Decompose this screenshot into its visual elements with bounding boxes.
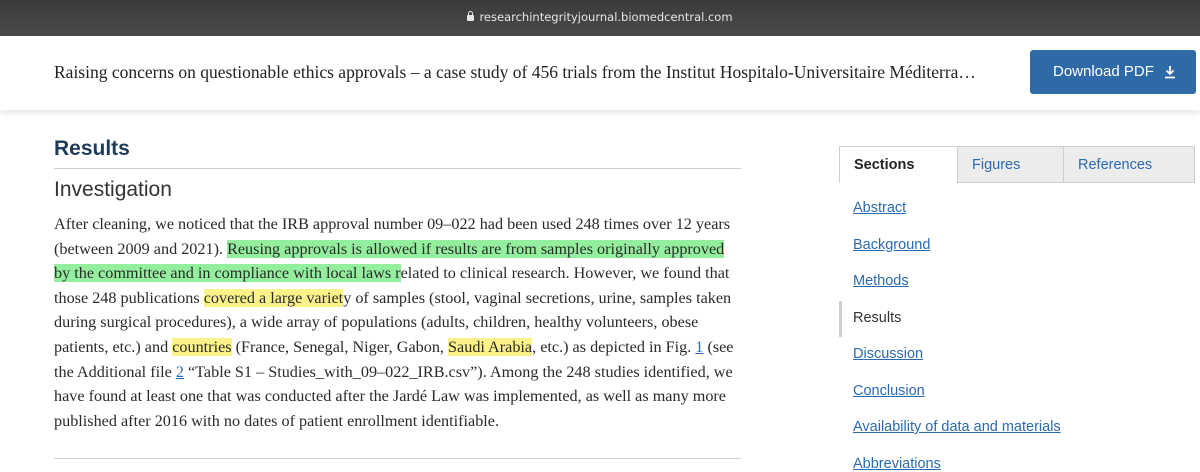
yellow-highlight: covered a large variet <box>203 288 344 307</box>
current-section-indicator <box>839 301 842 337</box>
nav-abstract[interactable]: Abstract <box>853 200 907 216</box>
url-text: researchintegrityjournal.biomedcentral.com <box>479 10 733 24</box>
download-pdf-button[interactable] <box>1030 50 1196 94</box>
article-header-bar <box>0 36 1200 110</box>
additional-file-link[interactable]: 2 <box>175 362 184 381</box>
subsection-heading: Investigation <box>54 178 172 201</box>
nav-discussion[interactable]: Discussion <box>853 346 924 362</box>
section-divider <box>54 168 741 169</box>
yellow-highlight: countries <box>172 337 232 356</box>
results-paragraph <box>54 212 744 433</box>
text-segment: , etc.) as depicted in Fig. <box>532 337 696 356</box>
text-segment: After cleaning, we noticed that the IRB approval number 09–022 had been used 248 times over 12 years (between 2009 and 2021). <box>54 215 731 258</box>
section-heading: Results <box>54 137 130 160</box>
text-segment: (see the Additional file <box>54 337 734 381</box>
nav-conclusion[interactable]: Conclusion <box>853 382 925 399</box>
tab-figures[interactable]: Figures <box>958 147 1064 183</box>
nav-results[interactable]: Results <box>853 309 902 326</box>
text-segment: “Table S1 – Studies_with_09–022_IRB.csv”). Among the 248 studies identified, we have found at least one that was conducted after the Jardé Law was implemented, as well as many more published after 2016 with no dates of patient enrollment identifiable. <box>54 362 733 430</box>
browser-address-bar[interactable] <box>0 0 1200 36</box>
download-icon <box>1164 65 1176 79</box>
yellow-highlight: Saudi Arabia <box>448 337 533 356</box>
nav-background[interactable]: Background <box>853 236 931 253</box>
text-segment: (France, Senegal, Niger, Gabon, <box>231 337 449 356</box>
tab-references[interactable]: References <box>1078 157 1153 173</box>
nav-abbreviations[interactable]: Abbreviations <box>853 455 941 472</box>
tab-sections[interactable]: Sections <box>840 147 958 184</box>
text-segment: elated to clinical research. However, we found that those 248 publications <box>54 264 730 307</box>
lock-icon <box>467 15 474 21</box>
figure-reference-link[interactable]: 1 <box>695 337 704 356</box>
sidebar-tabs <box>839 146 1195 183</box>
url-display[interactable] <box>0 10 1200 24</box>
green-highlight: Reusing approvals is allowed if results are from samples originally approved by the committee and in compliance with local laws r <box>54 239 725 283</box>
text-segment: y of samples (stool, vaginal secretions, urine, samples taken during surgical procedures), a wide array of populations (adults, children, healthy volunteers, obese patients, etc.) and <box>54 288 732 356</box>
article-title: Raising concerns on questionable ethics approvals – a case study of 456 trials from the Institut Hospitalo-Universitaire Méditerra… <box>54 62 976 82</box>
table-edge <box>54 458 741 463</box>
download-pdf-label: Download PDF <box>1053 63 1154 80</box>
nav-availability[interactable]: Availability of data and materials <box>853 419 1061 435</box>
nav-methods[interactable]: Methods <box>853 273 909 289</box>
